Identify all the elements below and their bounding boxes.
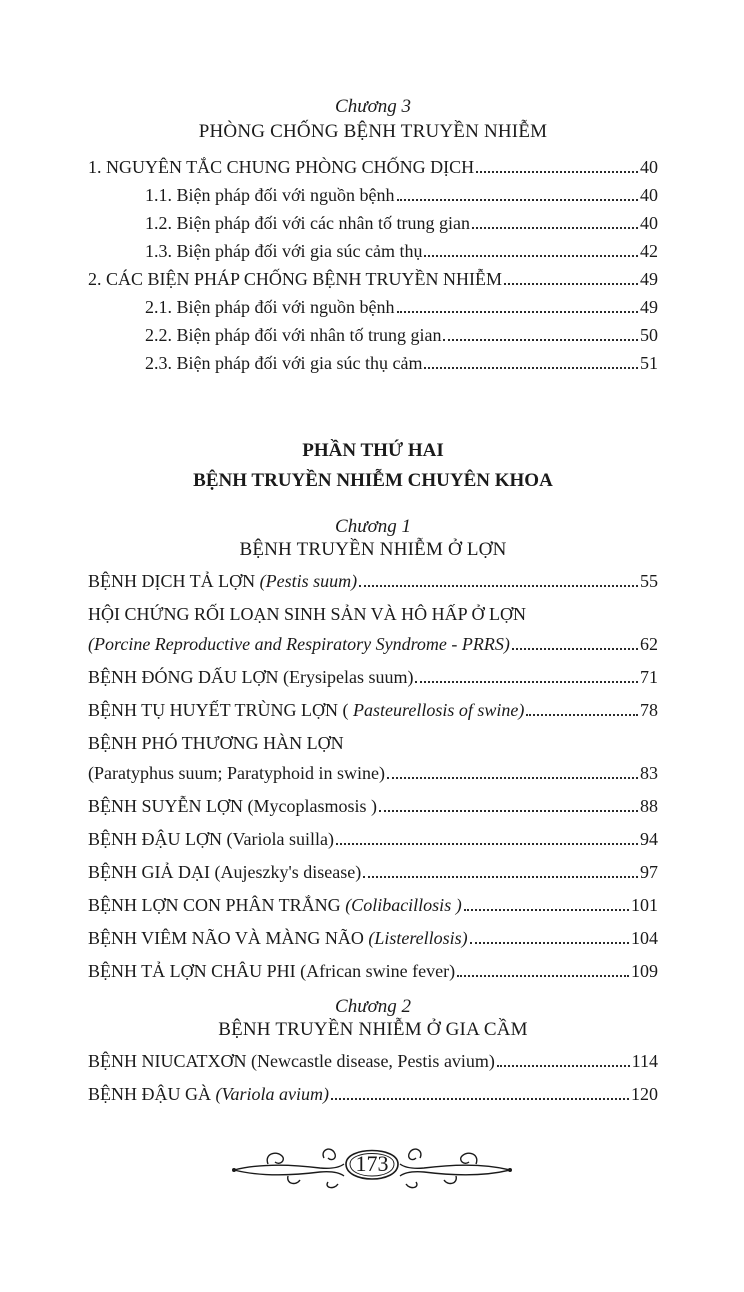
toc-entry-text: BỆNH DỊCH TẢ LỢN: [88, 571, 260, 591]
dot-leader: [359, 585, 638, 587]
toc-entry-text: 2.3. Biện pháp đối với gia súc thụ cảm: [145, 353, 423, 373]
toc-entry[interactable]: [88, 262, 658, 290]
toc-entry[interactable]: [88, 318, 658, 346]
toc-entry-latin: (Colibacillosis ): [345, 895, 462, 915]
toc-entry-text: 1.3. Biện pháp đối với gia súc cảm thụ: [145, 241, 423, 261]
dot-leader: [415, 681, 638, 683]
toc-page-number: 51: [640, 353, 658, 373]
toc-entry-latin: (Variola avium): [215, 1084, 329, 1104]
toc-page-number: 40: [640, 185, 658, 205]
toc-page-number: 49: [640, 269, 658, 289]
dot-leader: [443, 339, 638, 341]
toc-page-number: 50: [640, 325, 658, 345]
toc-page-number: 88: [640, 796, 658, 816]
dot-leader: [397, 199, 639, 201]
chapter-1-section: [88, 516, 658, 993]
toc-entry-text: (Paratyphus suum; Paratyphoid in swine): [88, 763, 385, 783]
toc-entry[interactable]: [88, 861, 658, 883]
dot-leader: [387, 777, 638, 779]
toc-entry[interactable]: [88, 927, 658, 949]
toc-entry-heading: HỘI CHỨNG RỐI LOẠN SINH SẢN VÀ HÔ HẤP Ở LỢN: [88, 604, 526, 624]
dot-leader: [526, 714, 638, 716]
toc-entry[interactable]: [88, 234, 658, 262]
chapter-3-section: [88, 96, 658, 374]
page-number: 173: [355, 1151, 389, 1176]
toc-entry-text: BỆNH GIẢ DẠI (Aujeszky's disease): [88, 862, 362, 882]
toc-entry-latin: (Listerellosis): [368, 928, 468, 948]
dot-leader: [397, 311, 639, 313]
toc-entry-latin: (Porcine Reproductive and Respiratory Syndrome - PRRS): [88, 634, 510, 654]
toc-entry[interactable]: [88, 795, 658, 817]
toc-entry-text: BỆNH ĐÓNG DẤU LỢN (Erysipelas suum): [88, 667, 414, 687]
toc-page-number: 55: [640, 571, 658, 591]
toc-entry-text: 2.1. Biện pháp đối với nguồn bệnh: [145, 297, 395, 317]
dot-leader: [512, 648, 638, 650]
toc-page-number: 101: [631, 895, 658, 915]
toc-page-number: 71: [640, 667, 658, 687]
dot-leader: [504, 283, 638, 285]
toc-entry[interactable]: [88, 1083, 658, 1105]
toc-entry-text: 1.1. Biện pháp đối với nguồn bệnh: [145, 185, 395, 205]
dot-leader: [497, 1065, 630, 1067]
toc-page-number: 94: [640, 829, 658, 849]
toc-entry-text: BỆNH VIÊM NÃO VÀ MÀNG NÃO: [88, 928, 369, 948]
toc-page-number: 40: [640, 213, 658, 233]
chapter-1-label: Chương 1: [335, 516, 411, 537]
toc-page-number: 109: [631, 961, 658, 981]
dot-leader: [336, 843, 638, 845]
toc-page-number: 104: [631, 928, 658, 948]
chapter-2-title: BỆNH TRUYỀN NHIỄM Ở GIA CẦM: [218, 1019, 528, 1040]
part-2-heading: [88, 436, 658, 496]
toc-entry[interactable]: [88, 150, 658, 178]
toc-entry-text: BỆNH TẢ LỢN CHÂU PHI (African swine fever): [88, 961, 456, 981]
dot-leader: [424, 367, 638, 369]
dot-leader: [464, 909, 629, 911]
dot-leader: [363, 876, 638, 878]
toc-page-number: 62: [640, 634, 658, 654]
toc-page-number: 42: [640, 241, 658, 261]
toc-entry-text: BỆNH ĐẬU GÀ: [88, 1084, 216, 1104]
toc-page-number: 114: [631, 1051, 658, 1071]
dot-leader: [470, 942, 629, 944]
toc-page-number: 97: [640, 862, 658, 882]
dot-leader: [472, 227, 638, 229]
toc-entry[interactable]: [88, 828, 658, 850]
dot-leader: [331, 1098, 629, 1100]
toc-entry[interactable]: [88, 570, 658, 592]
page-footer: [228, 1140, 516, 1190]
part-2-label: PHẦN THỨ HAI: [302, 440, 444, 461]
toc-entry-text: 2.2. Biện pháp đối với nhân tố trung gian: [145, 325, 442, 345]
toc-entry[interactable]: [88, 178, 658, 206]
toc-entry[interactable]: [88, 699, 658, 721]
chapter-2-section: [88, 996, 658, 1116]
toc-entry[interactable]: [88, 206, 658, 234]
toc-page-number: 83: [640, 763, 658, 783]
toc-entry[interactable]: [88, 960, 658, 982]
toc-page-number: 49: [640, 297, 658, 317]
toc-entry-heading: BỆNH PHÓ THƯƠNG HÀN LỢN: [88, 733, 344, 753]
toc-entry[interactable]: [88, 894, 658, 916]
toc-entry-latin: Pasteurellosis of swine): [353, 700, 525, 720]
part-2-title: BỆNH TRUYỀN NHIỄM CHUYÊN KHOA: [193, 470, 553, 491]
toc-entry[interactable]: [88, 290, 658, 318]
toc-entry[interactable]: [88, 603, 658, 655]
dot-leader: [476, 171, 638, 173]
toc-entry-text: BỆNH ĐẬU LỢN (Variola suilla): [88, 829, 334, 849]
dot-leader: [379, 810, 638, 812]
chapter-3-title: PHÒNG CHỐNG BỆNH TRUYỀN NHIỄM: [198, 121, 548, 142]
chapter-1-title: BỆNH TRUYỀN NHIỄM Ở LỢN: [239, 539, 507, 560]
dot-leader: [457, 975, 629, 977]
toc-entry-text: BỆNH SUYỄN LỢN (Mycoplasmosis ): [88, 796, 377, 816]
toc-entry[interactable]: [88, 1050, 658, 1072]
toc-page-number: 120: [631, 1084, 658, 1104]
toc-page-number: 40: [640, 157, 658, 177]
chapter-3-label: Chương 3: [335, 96, 411, 117]
toc-entry-text: 1. NGUYÊN TẮC CHUNG PHÒNG CHỐNG DỊCH: [88, 157, 475, 177]
toc-page-number: 78: [640, 700, 658, 720]
toc-entry-latin: (Pestis suum): [259, 571, 358, 591]
toc-entry-text: 2. CÁC BIỆN PHÁP CHỐNG BỆNH TRUYỀN NHIỄM: [88, 269, 503, 289]
toc-entry[interactable]: [88, 732, 658, 784]
toc-entry[interactable]: [88, 666, 658, 688]
dot-leader: [424, 255, 638, 257]
toc-entry-text: BỆNH LỢN CON PHÂN TRẮNG: [88, 895, 346, 915]
toc-entry[interactable]: [88, 346, 658, 374]
toc-entry-text: 1.2. Biện pháp đối với các nhân tố trung gian: [145, 213, 470, 233]
toc-entry-text: BỆNH TỤ HUYẾT TRÙNG LỢN (: [88, 700, 353, 720]
toc-entry-text: BỆNH NIUCATXƠN (Newcastle disease, Pestis avium): [88, 1051, 495, 1071]
chapter-2-label: Chương 2: [335, 996, 411, 1017]
